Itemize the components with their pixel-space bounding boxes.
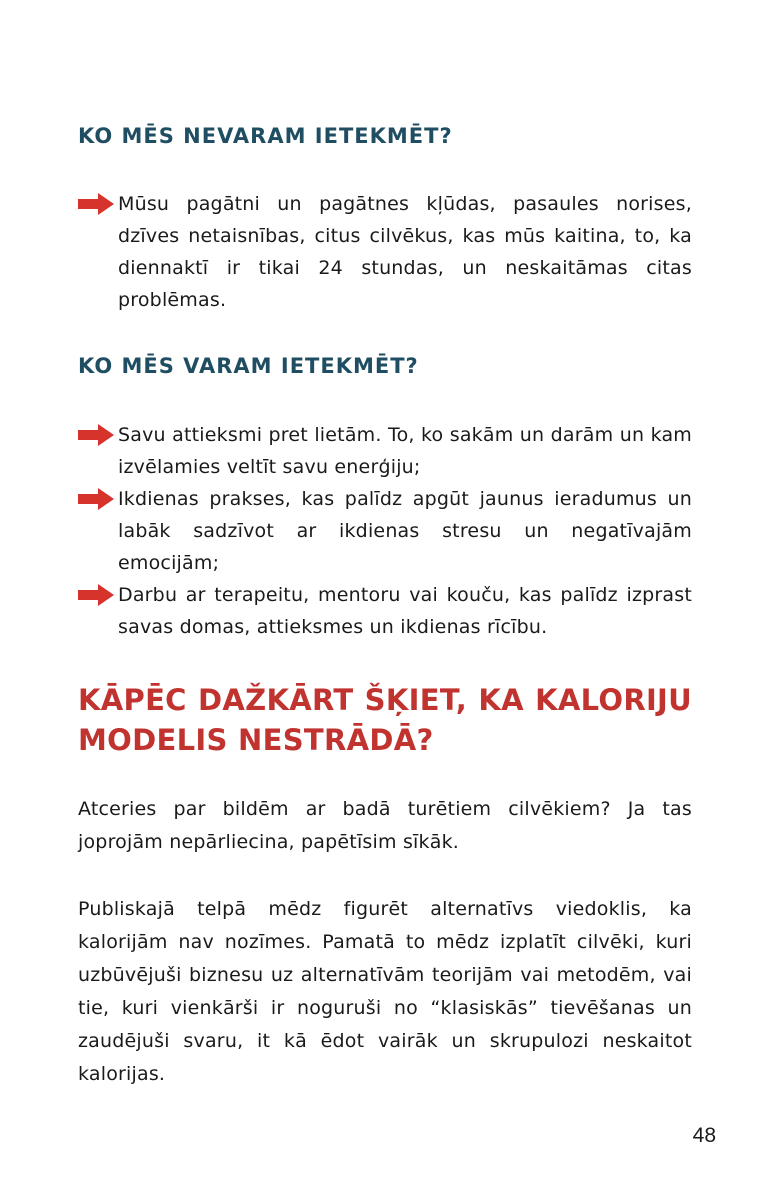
list-item-text: Ikdienas prakses, kas palīdz apgūt jaunus ieradumus un labāk sadzīvot ar ikdienas stresu un negatīvajām emocijām; [118, 488, 692, 574]
paragraph: Atceries par bildēm ar badā turētiem cilvēkiem? Ja tas joprojām nepārliecina, papētīsim sīkāk. [78, 798, 692, 853]
list-item-text: Savu attieksmi pret lietām. To, ko sakām un darām un kam izvēlamies veltīt savu enerģiju; [118, 424, 692, 478]
paragraph: Publiskajā telpā mēdz figurēt alternatīvs viedoklis, ka kalorijām nav nozīmes. Pamatā to mēdz izplatīt cilvēki, kuri uzbūvējuši biznesu uz alternatīvām teorijām vai metodēm, vai tie, kuri vienkārši ir noguruši no “klasiskās” tievēšanas un zaudējuši svaru, it kā ēdot vairāk un skrupulozi neskaitot kalorijas. [78, 898, 692, 1085]
list-item [78, 579, 692, 643]
arrow-right-icon [78, 487, 114, 511]
list-item [78, 483, 692, 579]
section-heading-cannot-influence: KO MĒS NEVARAM IETEKMĒT? [78, 124, 453, 148]
list-item [78, 419, 692, 483]
arrow-right-icon [78, 583, 114, 607]
page-number: 48 [692, 1124, 716, 1147]
list-item [78, 188, 692, 316]
can-influence-list [78, 419, 692, 643]
chapter-heading: KĀPĒC DAŽKĀRT ŠĶIET, KA KALORIJU MODELIS NESTRĀDĀ? [78, 683, 692, 757]
cannot-influence-list [78, 188, 692, 316]
list-item-text: Mūsu pagātni un pagātnes kļūdas, pasaules norises, dzīves netaisnības, citus cilvēkus, kas mūs kaitina, to, ka diennaktī ir tikai 24 stundas, un neskaitāmas citas problēmas. [118, 193, 692, 311]
list-item-text: Darbu ar terapeitu, mentoru vai kouču, kas palīdz izprast savas domas, attieksmes un ikdienas rīcību. [118, 584, 692, 638]
arrow-right-icon [78, 192, 114, 216]
section-heading-can-influence: KO MĒS VARAM IETEKMĒT? [78, 354, 419, 378]
arrow-right-icon [78, 423, 114, 447]
